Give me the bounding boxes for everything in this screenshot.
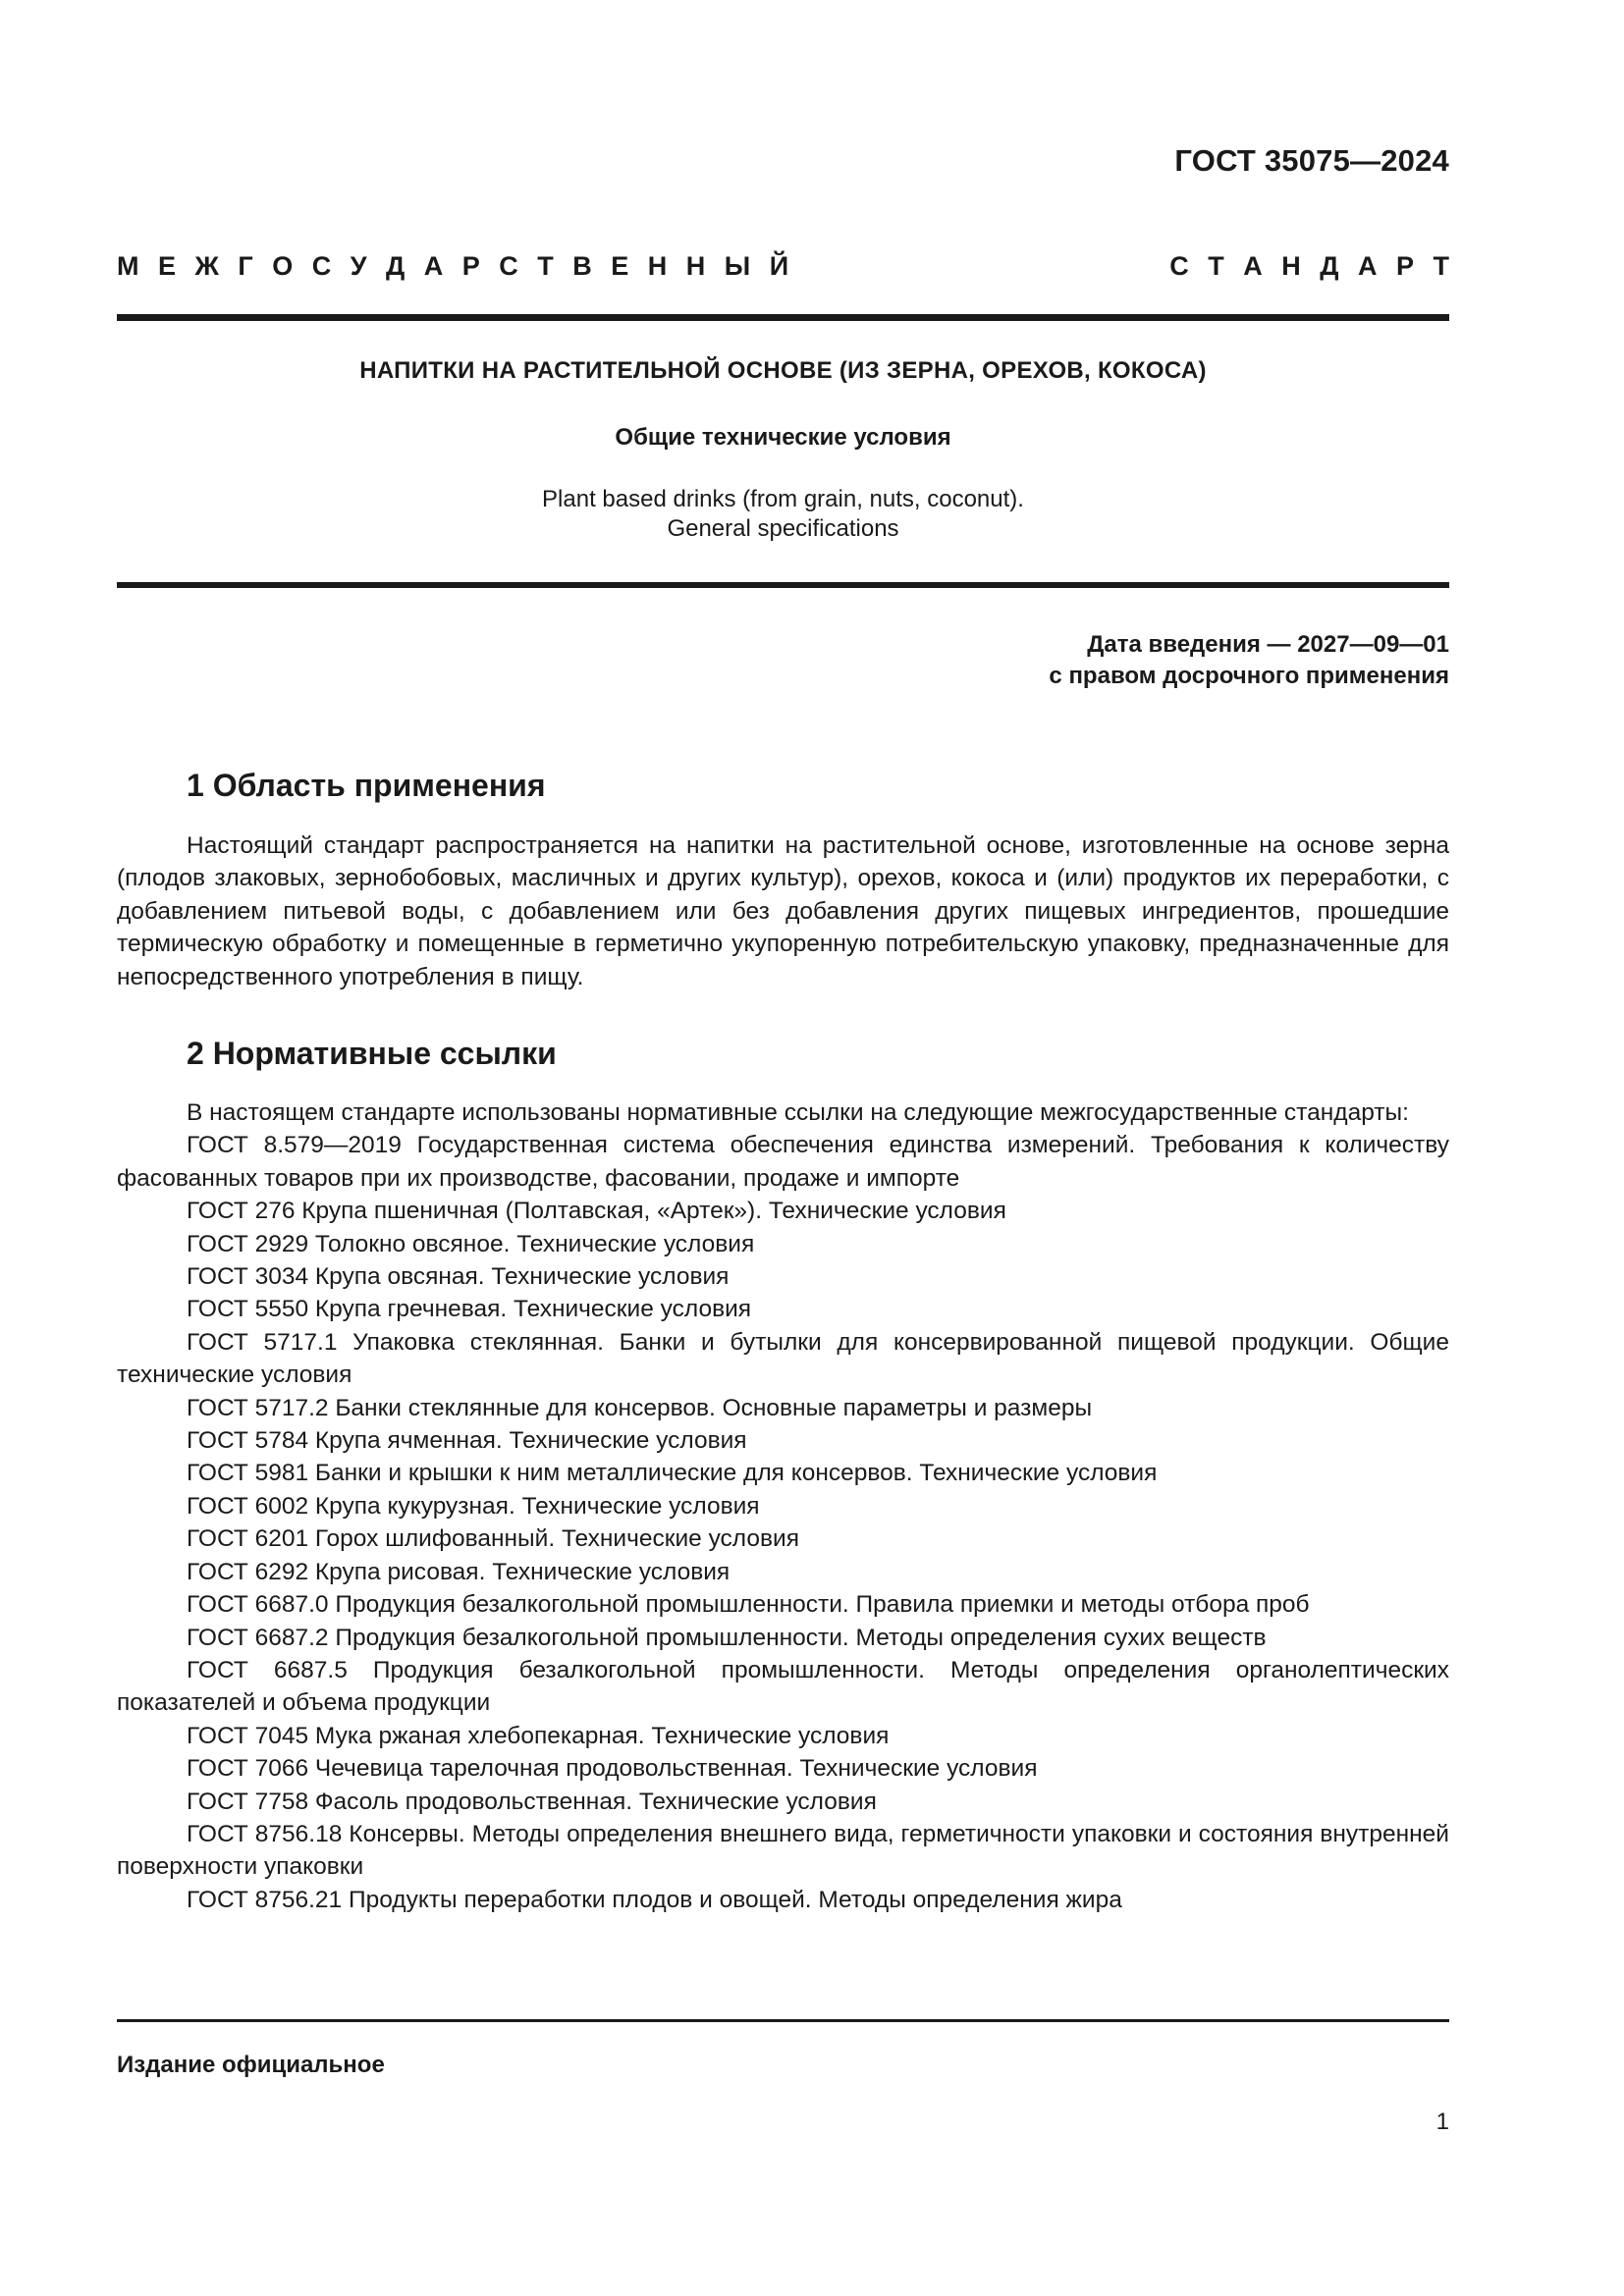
reference-item: ГОСТ 6687.0 Продукция безалкогольной промышленности. Правила приемки и методы отбора проб — [187, 1591, 1310, 1619]
standard-type-banner — [117, 251, 1449, 282]
reference-item: ГОСТ 7758 Фасоль продовольственная. Технические условия — [187, 1788, 877, 1815]
reference-item: ГОСТ 6201 Горох шлифованный. Технические условия — [187, 1525, 799, 1553]
reference-item: ГОСТ 5981 Банки и крышки к ним металлические для консервов. Технические условия — [187, 1460, 1158, 1487]
section-1-text: Настоящий стандарт распространяется на напитки на растительной основе, изготовленные на основе зерна (плодов злаковых, зернобобовых, масличных и других культур), орехов, кокоса и (или) продуктов их переработки, с добавлением питьевой воды, с добавлением или без добавления других пищевых ингредиентов, прошедшие термическую обработку и помещенные в герметично укупоренную потребительскую упаковку, предназначенные для непосредственного употребления в пищу. — [117, 832, 1449, 990]
document-title: НАПИТКИ НА РАСТИТЕЛЬНОЙ ОСНОВЕ (ИЗ ЗЕРНА, ОРЕХОВ, КОКОСА) — [359, 357, 1207, 384]
document-subtitle: Общие технические условия — [615, 424, 951, 451]
reference-item: ГОСТ 5784 Крупа ячменная. Технические условия — [187, 1427, 747, 1455]
english-title — [117, 485, 1449, 544]
reference-item: ГОСТ 276 Крупа пшеничная (Полтавская, «Артек»). Технические условия — [187, 1198, 1006, 1225]
section-1-heading: 1 Область применения — [187, 768, 546, 803]
introduction-date — [1049, 629, 1449, 692]
section-2-intro: В настоящем стандарте использованы нормативные ссылки на следующие межгосударственные стандарты: — [187, 1099, 1409, 1126]
introduction-date-line1: Дата введения — 2027—09—01 — [1087, 631, 1449, 658]
top-divider — [117, 314, 1449, 321]
reference-item: ГОСТ 6687.2 Продукция безалкогольной промышленности. Методы определения сухих веществ — [187, 1624, 1267, 1651]
reference-item: ГОСТ 5717.1 Упаковка стеклянная. Банки и бутылки для консервированной пищевой продукции. Общие технические условия — [117, 1328, 1449, 1389]
reference-item: ГОСТ 8756.18 Консервы. Методы определения внешнего вида, герметичности упаковки и состояния внутренней поверхности упаковки — [117, 1820, 1449, 1881]
footer-divider — [117, 2019, 1449, 2022]
section-2-heading: 2 Нормативные ссылки — [187, 1036, 557, 1071]
official-edition-label: Издание официальное — [117, 2052, 385, 2078]
banner-word-interstate: М Е Ж Г О С У Д А Р С Т В Е Н Н Ы Й — [117, 251, 789, 281]
reference-item: ГОСТ 3034 Крупа овсяная. Технические условия — [187, 1263, 730, 1291]
reference-item: ГОСТ 7045 Мука ржаная хлебопекарная. Технические условия — [187, 1722, 890, 1749]
section-2-body — [117, 1096, 1449, 1916]
reference-item: ГОСТ 8.579—2019 Государственная система обеспечения единства измерений. Требования к количеству фасованных товаров при их производстве, фасовании, продаже и импорте — [117, 1132, 1449, 1192]
english-title-line1: Plant based drinks (from grain, nuts, coconut). — [542, 486, 1024, 512]
reference-item: ГОСТ 6002 Крупа кукурузная. Технические условия — [187, 1492, 760, 1520]
reference-item: ГОСТ 8756.21 Продукты переработки плодов и овощей. Методы определения жира — [187, 1886, 1122, 1913]
reference-item: ГОСТ 6292 Крупа рисовая. Технические условия — [187, 1558, 731, 1585]
reference-item: ГОСТ 2929 Толокно овсяное. Технические условия — [187, 1230, 755, 1257]
gost-code: ГОСТ 35075—2024 — [1174, 143, 1449, 178]
title-divider — [117, 582, 1449, 588]
introduction-date-line2: с правом досрочного применения — [1049, 663, 1449, 689]
reference-item: ГОСТ 5550 Крупа гречневая. Технические условия — [187, 1296, 752, 1323]
banner-word-standard: С Т А Н Д А Р Т — [1169, 251, 1449, 281]
page-number: 1 — [1435, 2109, 1449, 2135]
reference-item: ГОСТ 7066 Чечевица тарелочная продовольственная. Технические условия — [187, 1755, 1038, 1783]
reference-item: ГОСТ 5717.2 Банки стеклянные для консервов. Основные параметры и размеры — [187, 1394, 1093, 1421]
english-title-line2: General specifications — [667, 515, 899, 542]
reference-item: ГОСТ 6687.5 Продукция безалкогольной промышленности. Методы определения органолептических показателей и объема продукции — [117, 1656, 1449, 1717]
